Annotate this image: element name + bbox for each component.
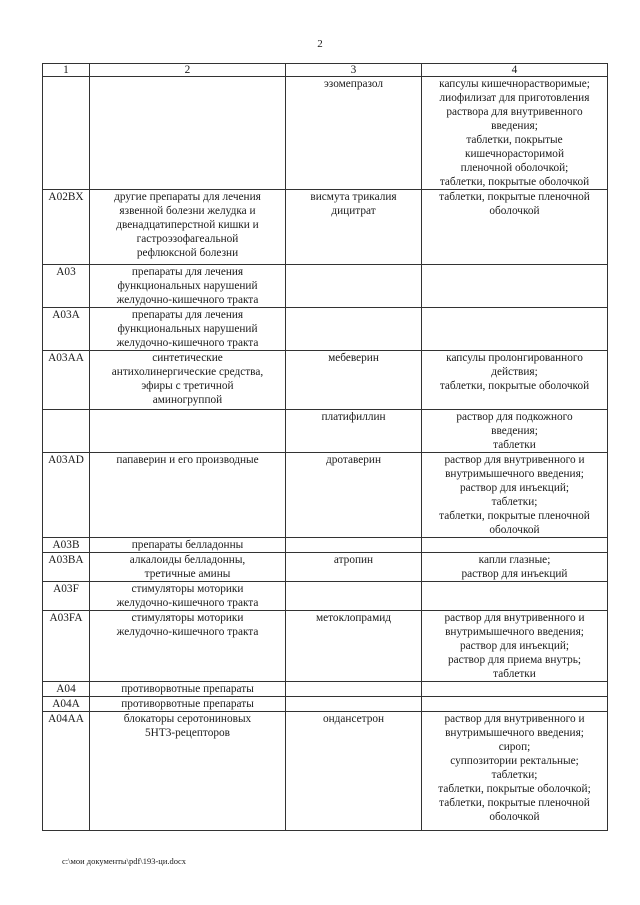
- dosage-form-line: сироп;: [498, 741, 531, 753]
- dosage-form-line: капсулы кишечнорастворимые;: [439, 78, 590, 90]
- drug-name-cell: [286, 712, 422, 831]
- atc-code-line: A03A: [52, 309, 80, 321]
- dosage-form-line: таблетки, покрытые пленочной: [439, 797, 590, 809]
- group-name-line: эфиры с третичной: [141, 380, 234, 392]
- group-name-line: рефлюксной болезни: [136, 247, 239, 259]
- table-row: [43, 453, 608, 538]
- table-row: [43, 351, 608, 410]
- group-name-cell: [90, 308, 286, 351]
- group-name-line: другие препараты для лечения: [114, 191, 261, 203]
- dosage-forms-cell: [422, 538, 608, 553]
- group-name-line: противорвотные препараты: [121, 683, 254, 695]
- drug-list-table: [42, 63, 608, 831]
- group-name-cell: [90, 351, 286, 410]
- atc-code-cell: [43, 453, 90, 538]
- atc-code-line: A03F: [53, 583, 79, 595]
- table-row: [43, 265, 608, 308]
- dosage-form-line: таблетки, покрытые оболочкой: [439, 380, 590, 392]
- drug-name-cell: [286, 453, 422, 538]
- dosage-form-line: внутримышечного введения;: [445, 626, 584, 638]
- dosage-forms-cell: [422, 265, 608, 308]
- drug-name-cell: [286, 308, 422, 351]
- dosage-form-line: оболочкой: [489, 524, 540, 536]
- group-name-line: синтетические: [152, 352, 223, 364]
- drug-name-cell: [286, 351, 422, 410]
- dosage-forms-cell: [422, 308, 608, 351]
- group-name-cell: [90, 190, 286, 265]
- group-name-cell: [90, 538, 286, 553]
- drug-name-cell: [286, 410, 422, 453]
- dosage-form-line: таблетки: [493, 668, 536, 680]
- header-cell-1: 1: [43, 64, 90, 77]
- atc-code-cell: [43, 410, 90, 453]
- drug-name-line: эзомепразол: [323, 78, 384, 90]
- atc-code-cell: [43, 190, 90, 265]
- drug-name-cell: [286, 265, 422, 308]
- dosage-form-line: оболочкой: [489, 811, 540, 823]
- dosage-form-line: таблетки, покрытые оболочкой: [439, 176, 590, 188]
- dosage-form-line: действия;: [491, 366, 538, 378]
- group-name-line: блокаторы серотониновых: [123, 713, 252, 725]
- dosage-form-line: внутримышечного введения;: [445, 468, 584, 480]
- drug-name-line: атропин: [333, 554, 374, 566]
- atc-code-cell: [43, 553, 90, 582]
- atc-code-line: A03FA: [49, 612, 83, 624]
- drug-name-cell: [286, 553, 422, 582]
- atc-code-line: A03AD: [48, 454, 84, 466]
- group-name-line: 5HT3-рецепторов: [145, 727, 230, 739]
- dosage-forms-cell: [422, 453, 608, 538]
- atc-code-cell: [43, 77, 90, 190]
- drug-name-cell: [286, 582, 422, 611]
- drug-name-cell: [286, 697, 422, 712]
- table-row: [43, 682, 608, 697]
- group-name-line: алкалоиды белладонны,: [129, 554, 246, 566]
- group-name-line: стимуляторы моторики: [131, 583, 244, 595]
- group-name-line: аминогруппой: [152, 394, 223, 406]
- table-header-row: [43, 64, 608, 77]
- atc-code-cell: [43, 697, 90, 712]
- table-row: [43, 697, 608, 712]
- table-row: [43, 77, 608, 190]
- group-name-line: желудочно-кишечного тракта: [116, 294, 259, 306]
- dosage-forms-cell: [422, 77, 608, 190]
- group-name-cell: [90, 453, 286, 538]
- atc-code-line: A03B: [52, 539, 80, 551]
- table-row: [43, 538, 608, 553]
- group-name-line: двенадцатиперстной кишки и: [116, 219, 259, 231]
- drug-name-line: висмута трикалия: [310, 191, 397, 203]
- drug-name-cell: [286, 190, 422, 265]
- group-name-line: препараты для лечения: [131, 309, 244, 321]
- dosage-form-line: капсулы пролонгированного: [446, 352, 583, 364]
- drug-name-line: ондансетрон: [322, 713, 385, 725]
- group-name-cell: [90, 582, 286, 611]
- dosage-forms-cell: [422, 682, 608, 697]
- drug-name-cell: [286, 682, 422, 697]
- atc-code-cell: [43, 538, 90, 553]
- group-name-line: язвенной болезни желудка и: [119, 205, 256, 217]
- dosage-form-line: таблетки, покрытые: [466, 134, 563, 146]
- dosage-form-line: раствор для инъекций;: [459, 482, 570, 494]
- drug-name-line: платифиллин: [321, 411, 386, 423]
- group-name-line: препараты для лечения: [131, 266, 244, 278]
- group-name-cell: [90, 682, 286, 697]
- dosage-form-line: раствор для внутривенного и: [444, 454, 585, 466]
- dosage-form-line: лиофилизат для приготовления: [439, 92, 590, 104]
- group-name-line: противорвотные препараты: [121, 698, 254, 710]
- dosage-form-line: таблетки, покрытые пленочной: [439, 191, 590, 203]
- dosage-forms-cell: [422, 611, 608, 682]
- atc-code-line: A03: [56, 266, 76, 278]
- dosage-form-line: раствор для инъекций: [461, 568, 568, 580]
- dosage-forms-cell: [422, 351, 608, 410]
- atc-code-line: A04: [56, 683, 76, 695]
- group-name-line: гастроэзофагеальной: [136, 233, 239, 245]
- atc-code-line: A03AA: [48, 352, 84, 364]
- dosage-forms-cell: [422, 697, 608, 712]
- dosage-form-line: раствор для подкожного: [456, 411, 573, 423]
- group-name-cell: [90, 77, 286, 190]
- dosage-form-line: раствор для приема внутрь;: [447, 654, 582, 666]
- group-name-cell: [90, 697, 286, 712]
- table-row: [43, 582, 608, 611]
- drug-name-cell: [286, 611, 422, 682]
- atc-code-cell: [43, 682, 90, 697]
- atc-code-line: A04A: [52, 698, 80, 710]
- dosage-form-line: суппозитории ректальные;: [450, 755, 579, 767]
- atc-code-cell: [43, 351, 90, 410]
- header-cell-4: 4: [422, 64, 608, 77]
- atc-code-cell: [43, 308, 90, 351]
- drug-name-line: метоклопрамид: [315, 612, 392, 624]
- dosage-forms-cell: [422, 553, 608, 582]
- atc-code-cell: [43, 712, 90, 831]
- drug-name-cell: [286, 77, 422, 190]
- dosage-forms-cell: [422, 712, 608, 831]
- dosage-form-line: оболочкой: [489, 205, 540, 217]
- drug-name-line: дротаверин: [325, 454, 381, 466]
- dosage-forms-cell: [422, 582, 608, 611]
- dosage-form-line: капли глазные;: [478, 554, 551, 566]
- dosage-form-line: раствор для внутривенного и: [444, 612, 585, 624]
- table-row: [43, 712, 608, 831]
- dosage-forms-cell: [422, 410, 608, 453]
- atc-code-line: A04AA: [48, 713, 84, 725]
- drug-name-line: мебеверин: [328, 352, 379, 364]
- dosage-form-line: раствор для инъекций;: [459, 640, 570, 652]
- table-row: [43, 410, 608, 453]
- group-name-cell: [90, 553, 286, 582]
- group-name-line: функциональных нарушений: [117, 280, 258, 292]
- table-row: [43, 190, 608, 265]
- dosage-form-line: внутримышечного введения;: [445, 727, 584, 739]
- atc-code-line: A03BA: [48, 554, 84, 566]
- dosage-forms-cell: [422, 190, 608, 265]
- dosage-form-line: кишечнорасторимой: [465, 148, 564, 160]
- group-name-cell: [90, 265, 286, 308]
- header-cell-3: 3: [286, 64, 422, 77]
- table-row: [43, 611, 608, 682]
- group-name-line: желудочно-кишечного тракта: [116, 626, 259, 638]
- table-row: [43, 308, 608, 351]
- file-path-footer: c:\мои документы\pdf\193-ци.docx: [62, 856, 187, 866]
- group-name-line: антихолинергические средства,: [111, 366, 264, 378]
- dosage-form-line: таблетки, покрытые пленочной: [439, 510, 590, 522]
- dosage-form-line: введения;: [491, 120, 538, 132]
- dosage-form-line: таблетки;: [491, 496, 538, 508]
- drug-name-cell: [286, 538, 422, 553]
- group-name-line: желудочно-кишечного тракта: [116, 597, 259, 609]
- dosage-form-line: раствора для внутривенного: [446, 106, 583, 118]
- atc-code-line: A02BX: [48, 191, 84, 203]
- dosage-form-line: таблетки;: [491, 769, 538, 781]
- dosage-form-line: введения;: [491, 425, 538, 437]
- group-name-line: препараты белладонны: [131, 539, 244, 551]
- drug-name-line: дицитрат: [331, 205, 376, 217]
- page-number: 2: [317, 38, 323, 50]
- dosage-form-line: таблетки, покрытые оболочкой;: [438, 783, 591, 795]
- dosage-form-line: таблетки: [493, 439, 536, 451]
- group-name-cell: [90, 712, 286, 831]
- group-name-line: стимуляторы моторики: [131, 612, 244, 624]
- header-cell-2: 2: [90, 64, 286, 77]
- group-name-line: желудочно-кишечного тракта: [116, 337, 259, 349]
- group-name-line: третичные амины: [144, 568, 231, 580]
- dosage-form-line: пленочной оболочкой;: [460, 162, 569, 174]
- atc-code-cell: [43, 611, 90, 682]
- group-name-cell: [90, 410, 286, 453]
- atc-code-cell: [43, 265, 90, 308]
- group-name-line: функциональных нарушений: [117, 323, 258, 335]
- group-name-line: папаверин и его производные: [116, 454, 259, 466]
- dosage-form-line: раствор для внутривенного и: [444, 713, 585, 725]
- table-row: [43, 553, 608, 582]
- group-name-cell: [90, 611, 286, 682]
- atc-code-cell: [43, 582, 90, 611]
